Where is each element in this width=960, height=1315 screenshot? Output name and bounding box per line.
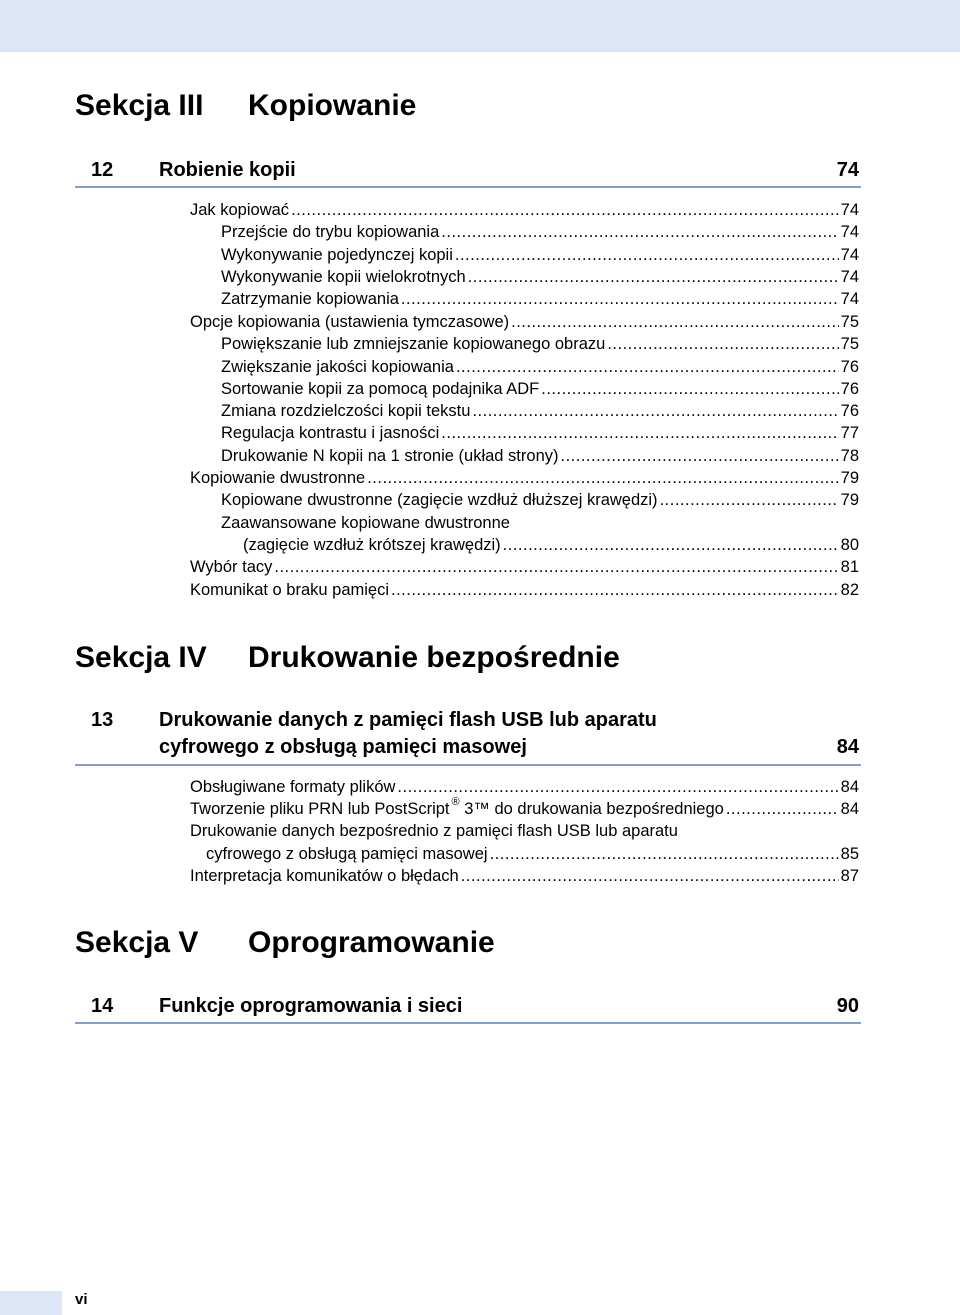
dot-leader bbox=[274, 556, 838, 578]
chapter-number: 13 bbox=[91, 709, 114, 731]
dot-leader bbox=[511, 311, 839, 333]
dot-leader bbox=[490, 843, 839, 865]
toc-entry[interactable]: Zwiększanie jakości kopiowania ..... 76 bbox=[221, 356, 859, 378]
toc-entry[interactable]: Wykonywanie kopii wielokrotnych ..... 74 bbox=[221, 266, 859, 288]
dot-leader bbox=[561, 445, 839, 467]
dot-leader bbox=[503, 534, 839, 556]
toc-entry[interactable]: Powiększanie lub zmniejszanie kopiowanego obrazu ..... 75 bbox=[221, 333, 859, 355]
dot-leader bbox=[441, 221, 838, 243]
chapter-13[interactable] bbox=[75, 704, 861, 766]
dot-leader bbox=[391, 579, 839, 601]
dot-leader bbox=[455, 244, 839, 266]
section-title: Oprogramowanie bbox=[248, 926, 495, 959]
toc-entry[interactable]: Drukowanie N kopii na 1 stronie (układ strony) ..... 78 bbox=[221, 445, 859, 467]
section-label: Sekcja III bbox=[75, 89, 204, 122]
registered-mark: ® bbox=[451, 796, 460, 808]
dot-leader bbox=[541, 378, 838, 400]
section-label: Sekcja V bbox=[75, 926, 199, 959]
toc-entry[interactable]: cyfrowego z obsługą pamięci masowej ..... 85 bbox=[206, 843, 859, 865]
toc-entry[interactable]: Obsługiwane formaty plików ..... 84 bbox=[190, 776, 859, 798]
chapter-number: 14 bbox=[91, 995, 114, 1017]
toc-entry[interactable]: Zatrzymanie kopiowania ..... 74 bbox=[221, 288, 859, 310]
chapter-14[interactable] bbox=[75, 990, 861, 1024]
dot-leader bbox=[472, 400, 838, 422]
toc-entry[interactable]: Kopiowane dwustronne (zagięcie wzdłuż dłuższej krawędzi) ..... 79 bbox=[221, 489, 859, 511]
dot-leader bbox=[468, 266, 839, 288]
toc-entry[interactable]: Zmiana rozdzielczości kopii tekstu ..... 76 bbox=[221, 400, 859, 422]
dot-leader bbox=[607, 333, 838, 355]
toc-entry[interactable]: Przejście do trybu kopiowania ..... 74 bbox=[221, 221, 859, 243]
dot-leader bbox=[660, 489, 839, 511]
toc-entry[interactable]: Wykonywanie pojedynczej kopii ..... 74 bbox=[221, 244, 859, 266]
dot-leader bbox=[441, 422, 838, 444]
chapter-title-line2: cyfrowego z obsługą pamięci masowej bbox=[159, 736, 527, 758]
chapter-number: 12 bbox=[91, 159, 114, 181]
toc-entry[interactable]: Interpretacja komunikatów o błędach ..... 87 bbox=[190, 865, 859, 887]
dot-leader bbox=[291, 199, 839, 221]
chapter-title: Funkcje oprogramowania i sieci bbox=[159, 995, 463, 1017]
section-title: Drukowanie bezpośrednie bbox=[248, 641, 620, 674]
chapter-title: Robienie kopii bbox=[159, 159, 296, 181]
dot-leader bbox=[461, 865, 839, 887]
dot-leader bbox=[726, 798, 839, 820]
chapter-page: 90 bbox=[836, 995, 859, 1017]
header-band bbox=[0, 0, 960, 52]
chapter-title-line1: Drukowanie danych z pamięci flash USB lub aparatu bbox=[159, 709, 657, 731]
section-title: Kopiowanie bbox=[248, 89, 417, 122]
dot-leader bbox=[367, 467, 838, 489]
toc-entry[interactable]: Regulacja kontrastu i jasności ..... 77 bbox=[221, 422, 859, 444]
chapter-page: 84 bbox=[836, 736, 859, 758]
toc-entry[interactable]: Kopiowanie dwustronne ..... 79 bbox=[190, 467, 859, 489]
dot-leader bbox=[456, 356, 839, 378]
chapter-12[interactable] bbox=[75, 154, 861, 188]
page-number: vi bbox=[75, 1291, 88, 1308]
toc-entry[interactable]: Wybór tacy ..... 81 bbox=[190, 556, 859, 578]
toc-entry-title-line[interactable]: Drukowanie danych bezpośrednio z pamięci flash USB lub aparatu bbox=[190, 822, 678, 840]
toc-entry[interactable]: (zagięcie wzdłuż krótszej krawędzi) ..... 80 bbox=[243, 534, 859, 556]
toc-entry[interactable]: Jak kopiować ..... 74 bbox=[190, 199, 859, 221]
chapter-page: 74 bbox=[836, 159, 859, 181]
toc-entry[interactable]: Opcje kopiowania (ustawienia tymczasowe) ..... 75 bbox=[190, 311, 859, 333]
toc-entry-title-line[interactable]: Zaawansowane kopiowane dwustronne bbox=[221, 514, 510, 532]
toc-entry[interactable]: Sortowanie kopii za pomocą podajnika ADF ..... 76 bbox=[221, 378, 859, 400]
section-label: Sekcja IV bbox=[75, 641, 207, 674]
toc-entry[interactable]: Tworzenie pliku PRN lub PostScript ® 3™ do drukowania bezpośredniego ..... 84 bbox=[190, 798, 859, 820]
toc-entry[interactable]: Komunikat o braku pamięci ..... 82 bbox=[190, 579, 859, 601]
footer-band bbox=[0, 1291, 62, 1315]
dot-leader bbox=[401, 288, 839, 310]
